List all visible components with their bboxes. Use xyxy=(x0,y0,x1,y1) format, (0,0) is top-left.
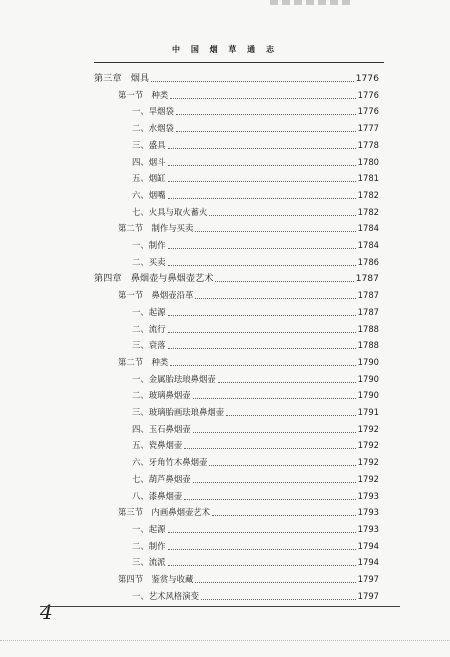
toc-entry-page: 1787 xyxy=(357,290,379,301)
toc-item xyxy=(132,385,379,401)
toc-entry-label: 第一节 种类 xyxy=(118,89,169,100)
toc-entry-label: 四、烟斗 xyxy=(132,156,166,167)
toc-chapter xyxy=(94,268,379,284)
toc-section xyxy=(118,352,379,368)
toc-entry-page: 1784 xyxy=(357,223,379,234)
toc-leader-dots xyxy=(184,448,355,449)
toc-item xyxy=(132,319,379,335)
toc-entry-page: 1782 xyxy=(357,189,379,200)
toc-entry-label: 第二节 制作与买卖 xyxy=(118,223,194,234)
toc-item xyxy=(132,536,379,552)
toc-leader-dots xyxy=(212,515,356,516)
toc-entry-label: 三、盛具 xyxy=(132,139,166,150)
toc-leader-dots xyxy=(168,332,356,333)
toc-leader-dots xyxy=(209,465,355,466)
toc-item xyxy=(132,419,379,435)
toc-leader-dots xyxy=(184,499,355,500)
toc-entry-page: 1787 xyxy=(357,306,379,317)
running-header: 中 国 烟 草 通 志 xyxy=(172,45,278,54)
toc-item xyxy=(132,402,379,418)
toc-item xyxy=(132,302,379,318)
toc-item xyxy=(132,152,379,168)
header-rule xyxy=(94,62,384,63)
toc-entry-label: 二、制作 xyxy=(132,540,166,551)
toc-entry-label: 三、衰落 xyxy=(132,340,166,351)
page-number: 4 xyxy=(40,600,53,624)
toc-entry-label: 七、葫芦鼻烟壶 xyxy=(132,473,191,484)
toc-leader-dots xyxy=(168,181,356,182)
toc-item xyxy=(132,252,379,268)
toc-section xyxy=(118,569,379,585)
scan-artifact-bottom xyxy=(0,640,450,645)
toc-item xyxy=(132,135,379,151)
toc-entry-page: 1776 xyxy=(357,106,379,117)
toc-entry-label: 二、水烟袋 xyxy=(132,123,174,134)
toc-leader-dots xyxy=(193,398,356,399)
toc-entry-label: 第四章 鼻烟壶与鼻烟壶艺术 xyxy=(94,273,214,285)
toc-entry-label: 五、烟缸 xyxy=(132,173,166,184)
toc-entry-page: 1797 xyxy=(357,574,379,584)
toc-item xyxy=(132,435,379,451)
toc-item xyxy=(132,519,379,535)
toc-entry-page: 1788 xyxy=(357,340,379,351)
toc-section xyxy=(118,85,379,101)
toc-item xyxy=(132,552,379,568)
toc-entry-page: 1792 xyxy=(357,423,379,434)
toc-entry-page: 1776 xyxy=(355,73,379,84)
toc-entry-page: 1794 xyxy=(357,540,379,551)
toc-leader-dots xyxy=(170,365,355,366)
toc-entry-label: 八、漆鼻烟壶 xyxy=(132,490,183,501)
toc-entry-page: 1778 xyxy=(357,139,379,150)
toc-section xyxy=(118,285,379,301)
toc-leader-dots xyxy=(168,265,356,266)
toc-entry-label: 第四节 鉴赏与收藏 xyxy=(118,574,194,584)
toc-entry-label: 一、制作 xyxy=(132,240,166,250)
toc-item xyxy=(132,486,379,502)
toc-entry-page: 1776 xyxy=(357,89,379,100)
toc-entry-label: 四、玉石鼻烟壶 xyxy=(132,423,191,434)
toc-leader-dots xyxy=(168,532,356,533)
toc-leader-dots xyxy=(215,281,353,282)
toc-entry-label: 三、玻璃胎画珐琅鼻烟壶 xyxy=(132,407,225,417)
toc-entry-page: 1794 xyxy=(357,557,379,568)
toc-entry-page: 1793 xyxy=(357,507,379,518)
toc-entry-label: 一、旱烟袋 xyxy=(132,106,174,117)
toc-entry-label: 第三节 内画鼻烟壶艺术 xyxy=(118,507,211,518)
toc-entry-label: 六、烟嘴 xyxy=(132,189,166,200)
toc-entry-page: 1790 xyxy=(357,373,379,384)
toc-item xyxy=(132,469,379,485)
toc-entry-page: 1793 xyxy=(357,523,379,534)
toc-entry-label: 一、金属胎珐琅鼻烟壶 xyxy=(132,373,216,384)
toc-leader-dots xyxy=(195,231,355,232)
toc-item xyxy=(132,452,379,468)
toc-leader-dots xyxy=(168,148,356,149)
toc-leader-dots xyxy=(168,565,356,566)
toc-entry-page: 1788 xyxy=(357,323,379,334)
toc-item xyxy=(132,118,379,134)
toc-leader-dots xyxy=(168,248,356,249)
toc-entry-page: 1792 xyxy=(357,457,379,468)
toc-entry-page: 1786 xyxy=(357,256,379,267)
toc-leader-dots xyxy=(176,114,356,115)
toc-entry-page: 1784 xyxy=(357,240,379,250)
toc-entry-label: 六、牙角竹木鼻烟壶 xyxy=(132,457,208,468)
toc-leader-dots xyxy=(168,315,356,316)
footer-rule xyxy=(40,606,400,607)
toc-entry-page: 1777 xyxy=(357,123,379,134)
toc-entry-page: 1792 xyxy=(357,473,379,484)
toc-leader-dots xyxy=(218,382,356,383)
toc-entry-page: 1782 xyxy=(357,206,379,217)
toc-leader-dots xyxy=(151,81,353,82)
toc-leader-dots xyxy=(226,415,356,416)
toc-leader-dots xyxy=(195,298,355,299)
toc-leader-dots xyxy=(209,215,355,216)
toc-leader-dots xyxy=(170,98,355,99)
toc-entry-label: 七、火具与取火蓄火 xyxy=(132,206,208,217)
toc-entry-page: 1790 xyxy=(357,356,379,367)
toc-entry-page: 1797 xyxy=(357,590,379,601)
toc-leader-dots xyxy=(193,432,356,433)
toc-entry-label: 第二节 种类 xyxy=(118,356,169,367)
toc-entry-label: 五、瓷鼻烟壶 xyxy=(132,440,183,451)
toc-leader-dots xyxy=(201,599,356,600)
toc-entry-page: 1790 xyxy=(357,390,379,401)
toc-section xyxy=(118,218,379,234)
scan-artifact xyxy=(270,0,350,5)
toc-entry-page: 1791 xyxy=(357,407,379,417)
toc-section xyxy=(118,502,379,518)
toc-entry-label: 一、起源 xyxy=(132,306,166,317)
toc-leader-dots xyxy=(176,131,356,132)
toc-entry-page: 1787 xyxy=(355,273,379,285)
toc-item xyxy=(132,185,379,201)
toc-entry-label: 二、买卖 xyxy=(132,256,166,267)
toc-item xyxy=(132,586,379,602)
toc-item xyxy=(132,202,379,218)
toc-entry-label: 二、流行 xyxy=(132,323,166,334)
toc-leader-dots xyxy=(168,198,356,199)
toc-entry-page: 1792 xyxy=(357,440,379,451)
toc-leader-dots xyxy=(195,582,355,583)
toc-leader-dots xyxy=(168,165,356,166)
toc-item xyxy=(132,335,379,351)
toc-entry-label: 一、起源 xyxy=(132,523,166,534)
toc-leader-dots xyxy=(168,348,356,349)
toc-item xyxy=(132,369,379,385)
toc-entry-label: 一、艺术风格演变 xyxy=(132,590,199,601)
toc-entry-page: 1793 xyxy=(357,490,379,501)
toc-leader-dots xyxy=(168,549,356,550)
toc-entry-label: 三、流派 xyxy=(132,557,166,568)
toc-item xyxy=(132,168,379,184)
toc-entry-label: 第三章 烟具 xyxy=(94,73,150,84)
toc-entry-page: 1781 xyxy=(357,173,379,184)
toc-chapter xyxy=(94,68,379,84)
toc-entry-label: 第一节 鼻烟壶沿革 xyxy=(118,290,194,301)
toc-item xyxy=(132,235,379,251)
toc-leader-dots xyxy=(193,482,356,483)
toc-entry-label: 二、玻璃鼻烟壶 xyxy=(132,390,191,401)
toc-entry-page: 1780 xyxy=(357,156,379,167)
toc-item xyxy=(132,101,379,117)
